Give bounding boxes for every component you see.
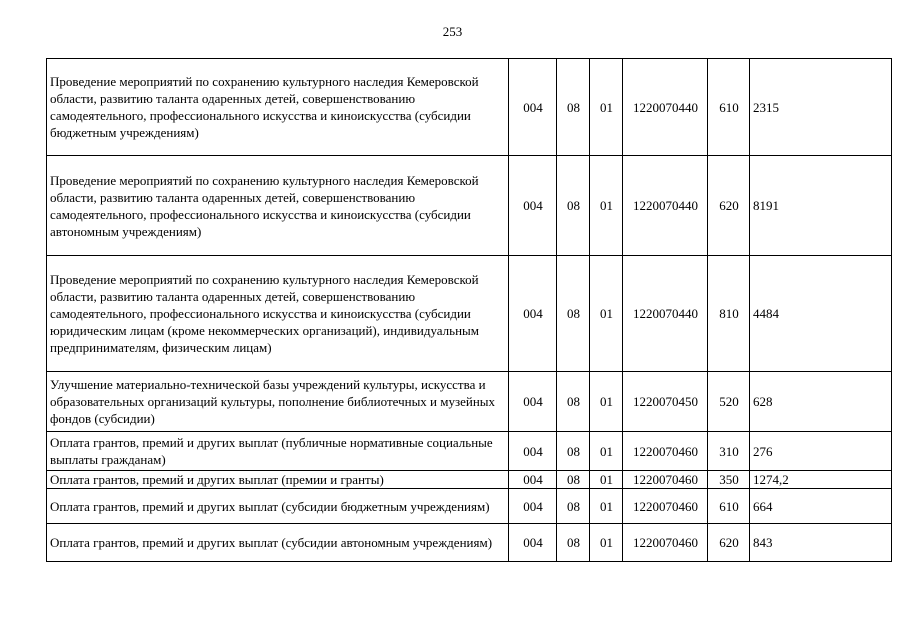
- amount-value: 1274,2: [750, 471, 892, 489]
- table-row: [47, 59, 892, 156]
- row-description: Оплата грантов, премий и других выплат (публичные нормативные социальные выплаты гражданам): [47, 432, 509, 471]
- table-row: [47, 256, 892, 372]
- ministry-code: 004: [509, 156, 557, 256]
- subsection-code: 01: [590, 471, 623, 489]
- row-description: Оплата грантов, премий и других выплат (субсидии бюджетным учреждениям): [47, 489, 509, 524]
- section-code: 08: [557, 156, 590, 256]
- expense-type-code: 620: [708, 156, 750, 256]
- subsection-code: 01: [590, 59, 623, 156]
- amount-value: 2315: [750, 59, 892, 156]
- table-row: [47, 432, 892, 471]
- expense-type-code: 610: [708, 489, 750, 524]
- ministry-code: 004: [509, 489, 557, 524]
- table-row: [47, 156, 892, 256]
- expense-type-code: 610: [708, 59, 750, 156]
- expense-type-code: 310: [708, 432, 750, 471]
- section-code: 08: [557, 524, 590, 562]
- subsection-code: 01: [590, 489, 623, 524]
- section-code: 08: [557, 59, 590, 156]
- target-article-code: 1220070440: [623, 156, 708, 256]
- page-number: 253: [442, 24, 463, 39]
- amount-value: 4484: [750, 256, 892, 372]
- row-description: Оплата грантов, премий и других выплат (субсидии автономным учреждениям): [47, 524, 509, 562]
- expense-type-code: 520: [708, 372, 750, 432]
- amount-value: 276: [750, 432, 892, 471]
- target-article-code: 1220070460: [623, 471, 708, 489]
- target-article-code: 1220070440: [623, 256, 708, 372]
- target-article-code: 1220070460: [623, 432, 708, 471]
- subsection-code: 01: [590, 256, 623, 372]
- table-row: [47, 372, 892, 432]
- ministry-code: 004: [509, 432, 557, 471]
- ministry-code: 004: [509, 372, 557, 432]
- subsection-code: 01: [590, 372, 623, 432]
- target-article-code: 1220070460: [623, 524, 708, 562]
- row-description: Улучшение материально-технической базы учреждений культуры, искусства и образовательных организаций культуры, пополнение библиотечных и музейных фондов (субсидии): [47, 372, 509, 432]
- table-row: [47, 524, 892, 562]
- amount-value: 8191: [750, 156, 892, 256]
- subsection-code: 01: [590, 432, 623, 471]
- expense-type-code: 810: [708, 256, 750, 372]
- expense-type-code: 350: [708, 471, 750, 489]
- ministry-code: 004: [509, 59, 557, 156]
- amount-value: 843: [750, 524, 892, 562]
- target-article-code: 1220070440: [623, 59, 708, 156]
- row-description: Проведение мероприятий по сохранению культурного наследия Кемеровской области, развитию таланта одаренных детей, совершенствованию самодеятельного, профессионального искусства и киноискусства (субсидии бюджетным учреждениям): [47, 59, 509, 156]
- section-code: 08: [557, 471, 590, 489]
- table-row: [47, 489, 892, 524]
- section-code: 08: [557, 489, 590, 524]
- expense-type-code: 620: [708, 524, 750, 562]
- budget-table: [46, 58, 892, 562]
- row-description: Проведение мероприятий по сохранению культурного наследия Кемеровской области, развитию таланта одаренных детей, совершенствованию самодеятельного, профессионального искусства и киноискусства (субсидии автономным учреждениям): [47, 156, 509, 256]
- row-description: Проведение мероприятий по сохранению культурного наследия Кемеровской области, развитию таланта одаренных детей, совершенствованию самодеятельного, профессионального искусства и киноискусства (субсидии юридическим лицам (кроме некоммерческих организаций), индивидуальным предпринимателям, физическим лицам): [47, 256, 509, 372]
- subsection-code: 01: [590, 156, 623, 256]
- table-row: [47, 471, 892, 489]
- target-article-code: 1220070450: [623, 372, 708, 432]
- section-code: 08: [557, 256, 590, 372]
- target-article-code: 1220070460: [623, 489, 708, 524]
- ministry-code: 004: [509, 471, 557, 489]
- section-code: 08: [557, 432, 590, 471]
- ministry-code: 004: [509, 524, 557, 562]
- table-body: [47, 59, 892, 562]
- amount-value: 628: [750, 372, 892, 432]
- amount-value: 664: [750, 489, 892, 524]
- subsection-code: 01: [590, 524, 623, 562]
- section-code: 08: [557, 372, 590, 432]
- row-description: Оплата грантов, премий и других выплат (премии и гранты): [47, 471, 509, 489]
- ministry-code: 004: [509, 256, 557, 372]
